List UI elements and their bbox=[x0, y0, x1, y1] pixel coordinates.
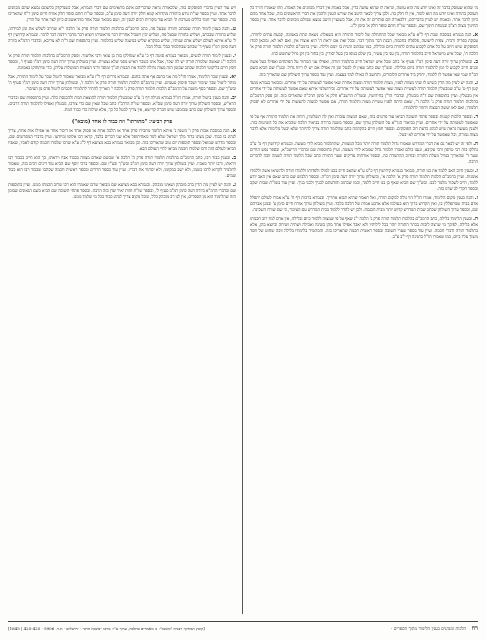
paragraph-number: ב. bbox=[473, 59, 478, 66]
paragraph bbox=[8, 6, 236, 24]
paragraph-text: והנה בענין ביטול תורה, אמרו חז"ל בגמרא מגילה דף ג' ע"ב שמבטלין תלמוד תורה להוצאת המת ולהכנסת כלה. ועיין בתוספות שם ובדברי הרא"ש, ובספר השולחן ערוך יורה דעה סימן שס"א. ובספר שו"ת הרדב"ז כתב שכל שאין שם כדי צורכו, מבטלין ואפילו לתלמוד תורה דרבים. ובספר ערוך השולחן שם כתב שבזמננו שיש חברה קדישא, אין צריך לבטל כל כך, אלא שילוה כדי כבוד המת. bbox=[8, 96, 236, 114]
paragraph-text: והנה בענין לימוד תורה שבכתב ותורה שבעל פה, כתב הרמב"ם בהלכות תלמוד תורה פרק א' הלכה י"א שחייב לשלש את זמן למידתו, שליש בתורה שבכתב, ושליש בתורה שבעל פה, ושליש יבין וישכיל אחרית דבר מראשיתו ויוציא דבר מדבר וידמה דבר לדבר. ובגמרא קידושין דף ל' ע"א איתא לעולם ישלש אדם שנותיו, שליש במקרא שליש במשנה שליש בתלמוד. ועיין בתוספות שם ד"ה לא צריכא, ובדברי הרמ"א ביורה דעה סימן רמ"ו סעיף ד' שכתב שבתלמוד בבלי נכלל הכל. bbox=[8, 26, 236, 51]
paragraph bbox=[8, 128, 236, 154]
paragraph-text: ובענין כבוד רבו, כתב הרמב"ם בהלכות תלמוד תורה פרק ה' הלכה א' שכשם שאדם מצווה בכבוד אביו ויראתו, כך הוא חייב בכבוד רבו ויראתו, ורבו יותר מאביו. ועיין בשולחן ערוך יורה דעה סימן רמ"ב ובש"ך ובט"ז שם. ובספר ברכי יוסף שם הביא עוד דינים רבים בזה, שאסור לתלמיד לקרוא לרבו בשמו, ולא ישב במקומו, ולא יסתור את דבריו. ועיין עוד בספר חרדים ובספר ראשית חכמה שכתבו שכבוד רבו הוא כבוד שמים. bbox=[8, 155, 236, 180]
paragraph-text: והנה בענין מקום הלימוד, אמרו חז"ל הוי גולה למקום תורה, ואל תאמר שהיא תבוא אחריך. ובגמרא ברכות דף ח' ע"א אמרו לעולם יתפלל אדם בבית שמתפללין בו, ואין הקדוש ברוך הוא בעולמו אלא ארבע אמות של הלכה בלבד. ועיין בשולחן ערוך אורח חיים סימן צ' ובמגן אברהם שם, ובספר ערוך השולחן שכתב שבית המדרש קדוש יותר מבית הכנסת. ולכן יש להדר ללמוד בבית המדרש עם הציבור, כי שם שורה השכינה. bbox=[250, 195, 478, 214]
paragraph bbox=[250, 195, 478, 214]
paragraph bbox=[250, 141, 478, 167]
right-column bbox=[250, 6, 478, 618]
left-column-upper-text bbox=[8, 6, 236, 115]
paragraph-number: י. bbox=[232, 53, 236, 60]
paragraph bbox=[8, 155, 236, 181]
paragraph-number: ו. bbox=[474, 167, 478, 174]
paragraph-number: א. bbox=[230, 127, 236, 134]
paragraph-text: ובענין שכר הלימוד, אמרו חז"ל מה אני בחנם אף אתה בחנם. ובגמרא נדרים דף ל"ז ע"א מבואר שאסור ליטול שכר על לימוד התורה, אבל מותר ליטול שכר שימור ושכר פיסוק טעמים. ועיין ברמב"ם הלכות תלמוד תורה פרק א' הלכה ז', ובשולחן ערוך יורה דעה סימן רמ"ו סעיף ה' ובש"ך שם. ובספר כסף משנה על הרמב"ם הלכות תלמוד תורה פרק ג' הלכה י' האריך להתיר לתלמידי חכמים ליטול פרס מן הציבור. bbox=[8, 75, 236, 93]
paragraph-number: ה. bbox=[473, 140, 478, 147]
paragraph-text: הנה במסכת אבות פרק ו' משנה ג' איתא הלומד מחבירו פרק אחד או הלכה אחת או פסוק אחד או דיבור אחד או אפילו אות אחת, צריך לנהוג בו כבוד. שכן מצינו בדוד מלך ישראל שלא למד מאחיתופל אלא שני דברים בלבד, קראו רבו אלופו ומיודעו. ועיין בדברי המפרשים שם, ובספר מדרש שמואל ובספר תוספות יום טוב שהאריכו בזה. וכן מבואר בגמרא בבא מציעא דף ל"ג ע"א שרבו שלמדו חכמה קודם לאביו, שאביו הביאו לעולם הזה ורבו שלמדו חכמה מביאו לחיי העולם הבא. bbox=[8, 128, 236, 152]
paragraph-number: א. bbox=[472, 32, 478, 39]
paragraph-text: ובשולחן ערוך יורה דעה סימן רמ"ו סעיף א' כתב שכל איש ישראל חייב בתלמוד תורה, ואפילו עני המחזר על הפתחים ואפילו בעל אשה ובנים חייב לקבוע לו זמן לתלמוד תורה ביום ובלילה. ובש"ך שם כתב שאין לו לבטל זמן זה אפילו אם יש לו ריוח גדול. ובט"ז שם הביא בשם הב"ח שמי שאי אפשר לו ללמוד, יחזיק ביד אחרים הלומדים, ותחשב לו כאילו למד בעצמו. ועיין עוד בספר ערוך השולחן שם שהאריך בזה. bbox=[250, 60, 478, 78]
page-footer bbox=[8, 624, 478, 634]
paragraph-number: ט. bbox=[231, 25, 236, 32]
page-folio: רח bbox=[471, 625, 478, 632]
paragraph bbox=[250, 114, 478, 140]
paragraph bbox=[8, 74, 236, 93]
footer-rule bbox=[8, 621, 478, 622]
publication-imprint: [קובץ המחקר רבנית "משנה": נו מאמרים בהלכה, ערוך ע"י: מרכז ״משנת הרב״ · ירושלים · ת.ד. 5906 · 425-425 | 1845] bbox=[8, 626, 205, 631]
paragraph-text: ולפי זה יש לבאר גם את דברי המדרש שאמרו גדול תלמוד תורה יותר מכל המצוות, שהתלמוד מביא לידי מעשה. ובגמרא קידושין דף מ' ע"ב נחלקו בזה רבי טרפון ורבי עקיבא, ונענו כולם ואמרו תלמוד גדול שמביא לידי מעשה. ועיין בתוספות שם ובדברי הריטב"א, ובספר נפש החיים שער ד' שהאריך בגודל מעלת התורה ובחיוב ההתמדה בה. ובספר אורחות צדיקים שער התורה כתב שכל הלומד תורה לשמה זוכה לדברים הרבה. bbox=[250, 141, 478, 166]
paragraph-number: ח. bbox=[473, 215, 478, 222]
paragraph-text: מי שהוא שעוסק בדבר זה ואינו יודע מה הוא עושה, ונראה לו שהוא עושה כדין, אבל באמת אין דבריו מכוונים אל האמת. וזהו שאמרו חז"ל כל העוסק בתורה ואינו יודע מה הוא לומד, אין לו חלק בה. ולכן צריך לבאר היטב את שורש הענין ולהבין את דברי הראשונים בזה, שכל אחד מהם כיוון לדבר אחר. ובאמת יש לעיין בדבריהם, דלכאורה הם סותרים זה את זה, אבל כשנעיין היטב נמצא שכולם מכוונים לדבר אחד. עיין בספר החינוך מצוה רצ"ב ובמנחת חינוך שם, ובספר שו"ת חתם סופר חלק א' סימן ל"ג. bbox=[250, 6, 478, 30]
paragraph-text: ויש עוד לעיין בדברי הפוסקים בזה, שלכאורה נראה שדבריהם אינם מתאימים עם דברי הגמרא, אבל כשנדקדק בלשונם נמצא שהם מכוונים לדבר אחד. ועיין בספר שו"ת נודע ביהודה מהדורא קמא חלק יורה דעה סימן ע"ב, ובספר שו"ת חתם סופר חלק אורח חיים סימן ר"ח שהאריכו בזה. ובספר שדי חמד כללים מערכת ת' הביא עוד מקורות רבים לענין זה, ושם מבואר שכל אחד מהראשונים כיוון לצד אחר של הדין. bbox=[8, 6, 236, 24]
paragraph bbox=[250, 80, 478, 112]
left-column bbox=[8, 6, 236, 618]
left-column-lower-text bbox=[8, 128, 236, 202]
paragraph bbox=[250, 168, 478, 194]
paragraph bbox=[250, 216, 478, 242]
paragraph bbox=[8, 53, 236, 72]
paragraph-text: ובענין הלימוד בלילה, כתב הרמב"ם בהלכות תלמוד תורה פרק ג' הלכה י"ג שאף על פי שמצוה ללמוד ביום ובלילה, אין אדם למד רוב חכמתו אלא בלילה, לפיכך מי שרצה לזכות בכתר התורה יזהר בכל לילותיו ולא יאבד אפילו אחד מהן בשינה ואכילה ושתיה ושיחה וכיוצא בהן, אלא בתלמוד תורה ודברי חכמה. ועיין עוד בספר שערי תשובה ובספר ראשית חכמה שהאריכו בזה. והמתמיד בלימודו בלילה זוכה שחוט של חסד משוך עליו ביום, כמו שאמרו חז"ל בחגיגה דף י"ב ע"ב. bbox=[250, 216, 478, 241]
paragraph-text: והנה יש לעיין מה הדין כשיש לו שתי מצוות לפניו, מצות תלמוד תורה ומצוה אחרת שאי אפשר לעשותה על ידי אחרים. ומבואר בגמרא מועד קטן דף ט' ע"ב שמבטלין תלמוד תורה לעשיית מצוה שאי אפשר לעשותה על ידי אחרים. ובירושלמי איתא שאם אפשר לעשותה על ידי אחרים אין מבטלין. ועיין בתוספות שם ד"ה מבטלין, ובדברי הר"ן בחידושיו, ובשו"ת הרשב"א חלק א' סימן תרכ"ה שהאריכו בזה. וכן פסק הרמב"ם בהלכות תלמוד תורה פרק ג' הלכה ד', שאם היתה לפניו עשיית מצוה ותלמוד תורה, אם אפשר למצוה להעשות על ידי אחרים לא יפסיק תלמודו, ואם לאו יעשה המצוה ויחזור לתלמודו. bbox=[250, 81, 478, 111]
paragraph bbox=[250, 59, 478, 78]
running-title: הלכות ומנהגים בענין הלימוד מתוך הספרים · bbox=[390, 627, 467, 632]
paragraph-number: ד. bbox=[473, 113, 478, 120]
paragraph-number: ג. bbox=[232, 181, 236, 188]
paragraph-number: ז. bbox=[474, 194, 478, 201]
section-heading: פרק רביעי: "מתורתו" וזה כבוד לו אחד (מובא") bbox=[71, 118, 173, 125]
paragraph-text: ובספר הלכות קטנות ובספר פתחי תשובה הביאו עוד פרטים בזה, שאם המצוה עוברת ואין לה תשלומין, דוחה את תלמוד התורה אף על פי שאפשר לעשותה על ידי אחרים. ועיין בביאור הגר"א על השולחן ערוך שם, ובספר משנה ברורה בביאור הלכה שהביא את כל השיטות בזה. ולענין מעשה נראה שיש לנהוג כדעת רוב הפוסקים. ובספר חפץ חיים בהקדמה כתב שהלומד תורה צריך להיזהר שלא יבטל מלימודו אלא לדבר מצוה גמורה, וכל שאפשר על ידי אחרים לא יבטל. bbox=[250, 114, 478, 138]
paragraph bbox=[8, 95, 236, 114]
paragraph-number: יב. bbox=[230, 95, 236, 102]
paragraph-text: והנה יש לעיין מה הדין ברב מובהק ושאינו מובהק. ובגמרא בבא מציעא שם מבואר שרבו שאמרו הוא רבו שרוב חכמתו ממנו. ועיין בתוספות שם ובדברי הרמ"א ביורה דעה סימן רמ"ב סעיף ל', ובספר שו"ת חוות יאיר שדן בזה הרבה. ובספר פתחי תשובה שם הביא בשם הגאונים שבזמן הזה שהלימוד הוא מן הספרים, אין לנו רב מובהק כלל, ומכל מקום צריך לנהוג כבוד בכל מי שלמד ממנו. bbox=[8, 182, 236, 201]
paragraph-number: ב. bbox=[231, 154, 236, 161]
paragraph bbox=[8, 26, 236, 52]
column-divider bbox=[242, 8, 243, 614]
paragraph bbox=[250, 32, 478, 58]
paragraph-number: ג. bbox=[474, 80, 478, 87]
paragraph-text: ובענין לימוד תורה לנשים, מבואר בגמרא סוטה דף כ' ע"א שנחלקו בזה בן עזאי ורבי אליעזר. ופסק הרמב"ם בהלכות תלמוד תורה פרק א' הלכה י"ג שאשה שלמדה תורה יש לה שכר, אבל אינו כשכר האיש מפני שלא נצטוית. ועיין בשולחן ערוך יורה דעה סימן רמ"ו סעיף ו', ובספר חפץ חיים בליקוטי הלכות שכתב שבזמן הזה מצוה גדולה ללמד את הבנות תנ"ך ומוסר ודיני המצוות המוטלות עליהן, כדי שיתחזקו באמונה. bbox=[8, 54, 236, 72]
paragraph bbox=[250, 6, 478, 31]
paragraph-text: ובענין חיוב האב ללמד את בנו תורה, מבואר בגמרא קידושין דף כ"ט ע"א שהאב חייב בבנו למולו ולפדותו וללמדו תורה ולהשיאו אשה וללמדו אומנות. ועיין ברמב"ם הלכות תלמוד תורה פרק א' הלכה א', ובשולחן ערוך יורה דעה סימן רמ"ה. ובספר הלבוש שם כתב שאם אין האב יודע ללמד, חייב לשכור מלמד לבנו. ובש"ך שם הביא שאף בן בנו חייב ללמד, וכמו שכתוב והודעתם לבניך ולבני בניך. ועיין עוד בשו"ת שבות יעקב ובספר חקרי לב שדנו בזה. bbox=[250, 168, 478, 193]
paragraph bbox=[8, 182, 236, 201]
paragraph-number: יא. bbox=[229, 74, 236, 81]
paragraph-text: הנה בגמרא במסכת שבת דף ל"א ע"א מבואר שכל ההתחלה של לימוד התורה היא בשאלה: נשאת ונתת באמונה, קבעת עתים לתורה, עסקת בפריה ורביה, צפית לישועה, פלפלת בחכמה, הבנת דבר מתוך דבר. ובכל זאת אם יראת ה' היא אוצרו אין, ואם לאו לא. ומכאן למדו הפוסקים שיש חיוב על כל אדם לקבוע עתים לתורה ביום ובלילה, כמו שכתוב והגית בו יומם ולילה. ועיין ברמב"ם הלכות תלמוד תורה פרק א' הלכה ח', שכל איש מישראל חייב בתלמוד תורה, בין עני בין עשיר, בין שלם בגופו בין בעל יסורין, בין בחור בין זקן גדול שתשש כחו. bbox=[250, 33, 478, 57]
